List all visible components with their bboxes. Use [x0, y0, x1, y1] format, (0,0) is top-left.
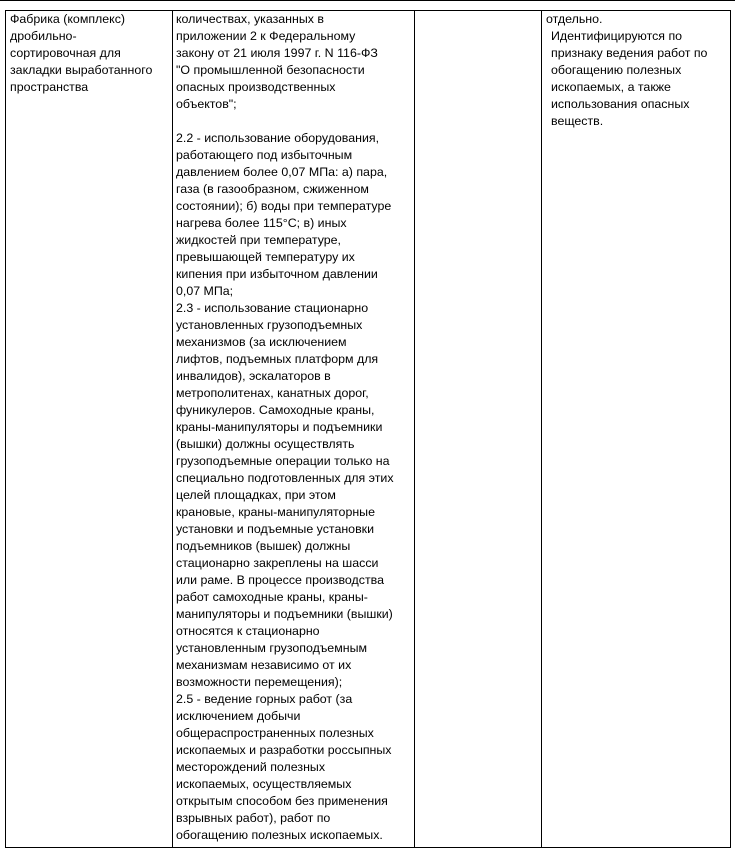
criteria-paragraph-1: количествах, указанных в приложении 2 к Федеральному закону от 21 июля 1997 г. N 116-ФЗ "О промышленной безопасности опасных производственных объектов";: [176, 12, 378, 111]
column-divider: [541, 11, 542, 847]
cell-criteria: [176, 11, 412, 844]
column-divider: [172, 11, 173, 847]
criteria-paragraph-2-2: 2.2 - использование оборудования, работающего под избыточным давлением более 0,07 МПа: а) пара, газа (в газообразном, сжиженном состоянии); б) воды при температуре нагрева более 115°С; в) иных жидкостей при температуре, превышающей температуру их кипения при избыточном давлении 0,07 МПа;: [176, 131, 392, 298]
criteria-paragraph-2-5: 2.5 - ведение горных работ (за исключением добычи общераспространенных полезных ископаемых и разработки россыпных месторождений полезных ископаемых, осуществляемых открытым способом без применения взрывных работ), работ по обогащению полезных ископаемых.: [176, 692, 392, 842]
column-divider: [414, 11, 415, 847]
notes-line-1: отдельно.: [546, 12, 603, 26]
notes-paragraph-2: Идентифицируются по признаку ведения работ по обогащению полезных ископаемых, а также использования опасных веществ.: [551, 29, 708, 128]
criteria-paragraph-2-3: 2.3 - использование стационарно установленных грузоподъемных механизмов (за исключением лифтов, подъемных платформ для инвалидов), эскалаторов в метрополитенах, канатных дорог, фуникулеров. Самоходные краны, краны-манипуляторы и подъемники (вышки) должны осуществлять грузоподъемные операции только на специально подготовленных для этих целей площадках, при этом крановые, краны-манипуляторные установки и подъемные установки подъемников (вышек) должны стационарно закреплены на шасси или раме. В процессе производства работ самоходные краны, краны- манипуляторы и подъемники (вышки) относятся к стационарно установленным грузоподъемным механизмам независимо от их возможности перемещения);: [176, 301, 394, 689]
paragraph-gap: [176, 113, 412, 130]
facility-name-text: Фабрика (комплекс) дробильно- сортировочная для закладки выработанного пространства: [10, 12, 153, 94]
document-table: [5, 10, 731, 848]
cell-notes: [546, 11, 729, 130]
top-rule: [0, 0, 735, 1]
cell-facility-name: [10, 11, 170, 96]
